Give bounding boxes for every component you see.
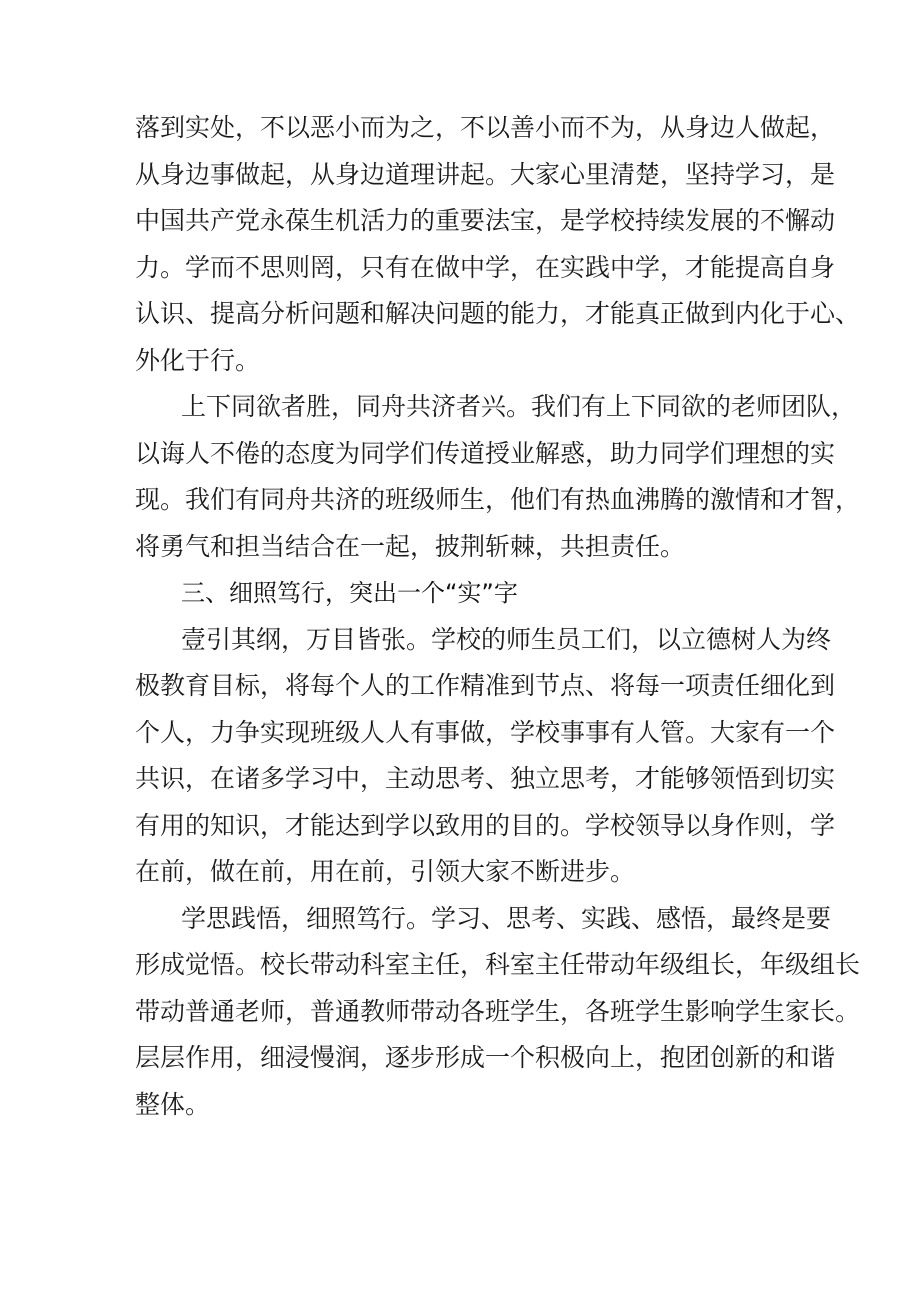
paragraph-line: 在前，做在前，用在前，引领大家不断进步。	[135, 857, 636, 886]
paragraph-3	[135, 617, 836, 896]
paragraph-line: 认识、提高分析问题和解决问题的能力，才能真正做到内化于心、	[135, 299, 861, 328]
paragraph-line: 极教育目标，将每个人的工作精准到节点、将每一项责任细化到	[135, 671, 836, 700]
paragraph-1	[135, 105, 861, 384]
paragraph-line: 有用的知识，才能达到学以致用的目的。学校领导以身作则，学	[135, 810, 836, 840]
paragraph-line: 外化于行。	[135, 345, 261, 375]
document-body	[135, 105, 861, 1128]
paragraph-line: 落到实处，不以恶小而为之，不以善小而不为，从身边人做起，	[135, 113, 836, 142]
paragraph-line: 从身边事做起，从身边道理讲起。大家心里清楚，坚持学习，是	[135, 159, 836, 189]
paragraph-line: 上下同欲者胜，同舟共济者兴。我们有上下同欲的老师团队，	[181, 392, 857, 421]
paragraph-line: 带动普通老师，普通教师带动各班学生，各班学生影响学生家长。	[135, 996, 861, 1026]
paragraph-line: 将勇气和担当结合在一起，披荆斩棘，共担责任。	[135, 531, 686, 561]
paragraph-2	[135, 384, 861, 570]
paragraph-4	[135, 896, 861, 1129]
paragraph-line: 以诲人不倦的态度为同学们传道授业解惑，助力同学们理想的实	[135, 438, 836, 468]
paragraph-line: 层层作用，细浸慢润，逐步形成一个积极向上，抱团创新的和谐	[135, 1043, 836, 1072]
paragraph-line: 力。学而不思则罔，只有在做中学，在实践中学，才能提高自身	[135, 252, 836, 282]
section-heading: 三、细照笃行，突出一个“实”字	[181, 579, 518, 607]
paragraph-line: 形成觉悟。校长带动科室主任，科室主任带动年级组长，年级组长	[135, 950, 861, 979]
paragraph-line: 中国共产党永葆生机活力的重要法宝，是学校持续发展的不懈动	[135, 206, 836, 235]
paragraph-line: 壹引其纲，万目皆张。学校的师生员工们，以立德树人为终	[181, 624, 832, 654]
paragraph-line: 个人，力争实现班级人人有事做，学校事事有人管。大家有一个	[135, 717, 836, 747]
paragraph-line: 整体。	[135, 1089, 211, 1119]
paragraph-line: 现。我们有同舟共济的班级师生，他们有热血沸腾的激情和才智，	[135, 485, 861, 514]
paragraph-line: 学思践悟，细照笃行。学习、思考、实践、感悟，最终是要	[181, 903, 832, 933]
paragraph-line: 共识，在诸多学习中，主动思考、独立思考，才能够领悟到切实	[135, 764, 836, 793]
